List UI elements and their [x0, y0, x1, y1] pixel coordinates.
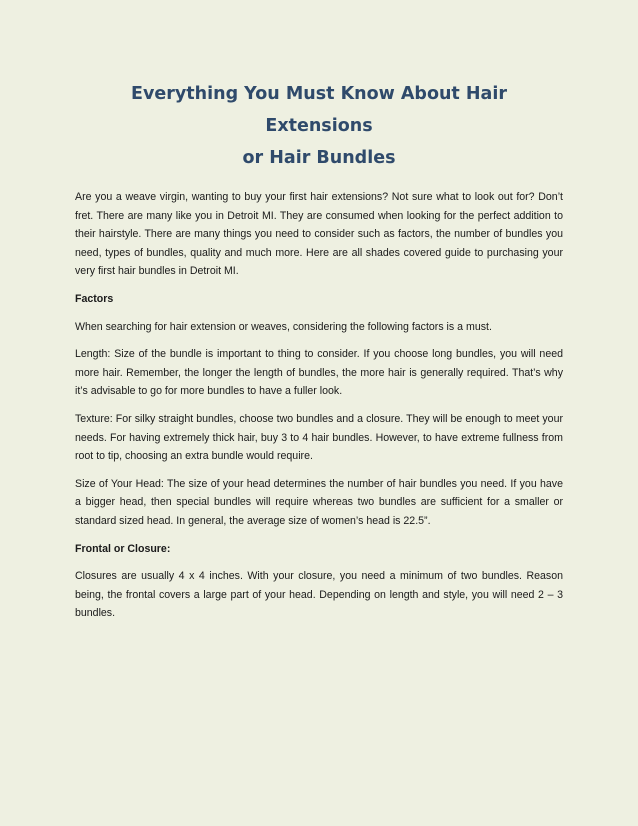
texture-paragraph: Texture: For silky straight bundles, choose two bundles and a closure. They will be enough to meet your needs. For having extremely thick hair, buy 3 to 4 hair bundles. However, to have extreme fullness from root to tip, choosing an extra bundle would require.: [75, 412, 563, 463]
page-title-line-1: Everything You Must Know About Hair Extensions: [131, 84, 507, 136]
document-page: [75, 78, 563, 632]
frontal-closure-heading: Frontal or Closure:: [75, 542, 171, 555]
factors-heading: Factors: [75, 292, 114, 305]
length-paragraph: Length: Size of the bundle is important to thing to consider. If you choose long bundles, you will need more hair. Remember, the longer the length of bundles, the more hair is generally required. That’s why it’s advisable to go for more bundles to have a fuller look.: [75, 348, 563, 398]
factors-intro-paragraph: When searching for hair extension or weaves, considering the following factors is a must.: [75, 320, 492, 333]
frontal-closure-paragraph: Closures are usually 4 x 4 inches. With your closure, you need a minimum of two bundles. Reason being, the frontal covers a large part of your head. Depending on length and style, you will need 2 – 3 bundles.: [75, 570, 563, 620]
intro-paragraph: Are you a weave virgin, wanting to buy your first hair extensions? Not sure what to look out for? Don’t fret. There are many like you in Detroit MI. They are consumed when looking for the perfect addition to their hairstyle. There are many things you need to consider such as factors, the number of bundles you need, types of bundles, quality and much more. Here are all shades covered guide to purchasing your very first hair bundles in Detroit MI.: [75, 191, 563, 278]
page-title: [75, 78, 563, 174]
page-title-line-2: or Hair Bundles: [242, 148, 396, 168]
head-size-paragraph: Size of Your Head: The size of your head determines the number of hair bundles you need. If you have a bigger head, then special bundles will require whereas two bundles are sufficient for a smaller or standard sized head. In general, the average size of women’s head is 22.5”.: [75, 477, 563, 527]
